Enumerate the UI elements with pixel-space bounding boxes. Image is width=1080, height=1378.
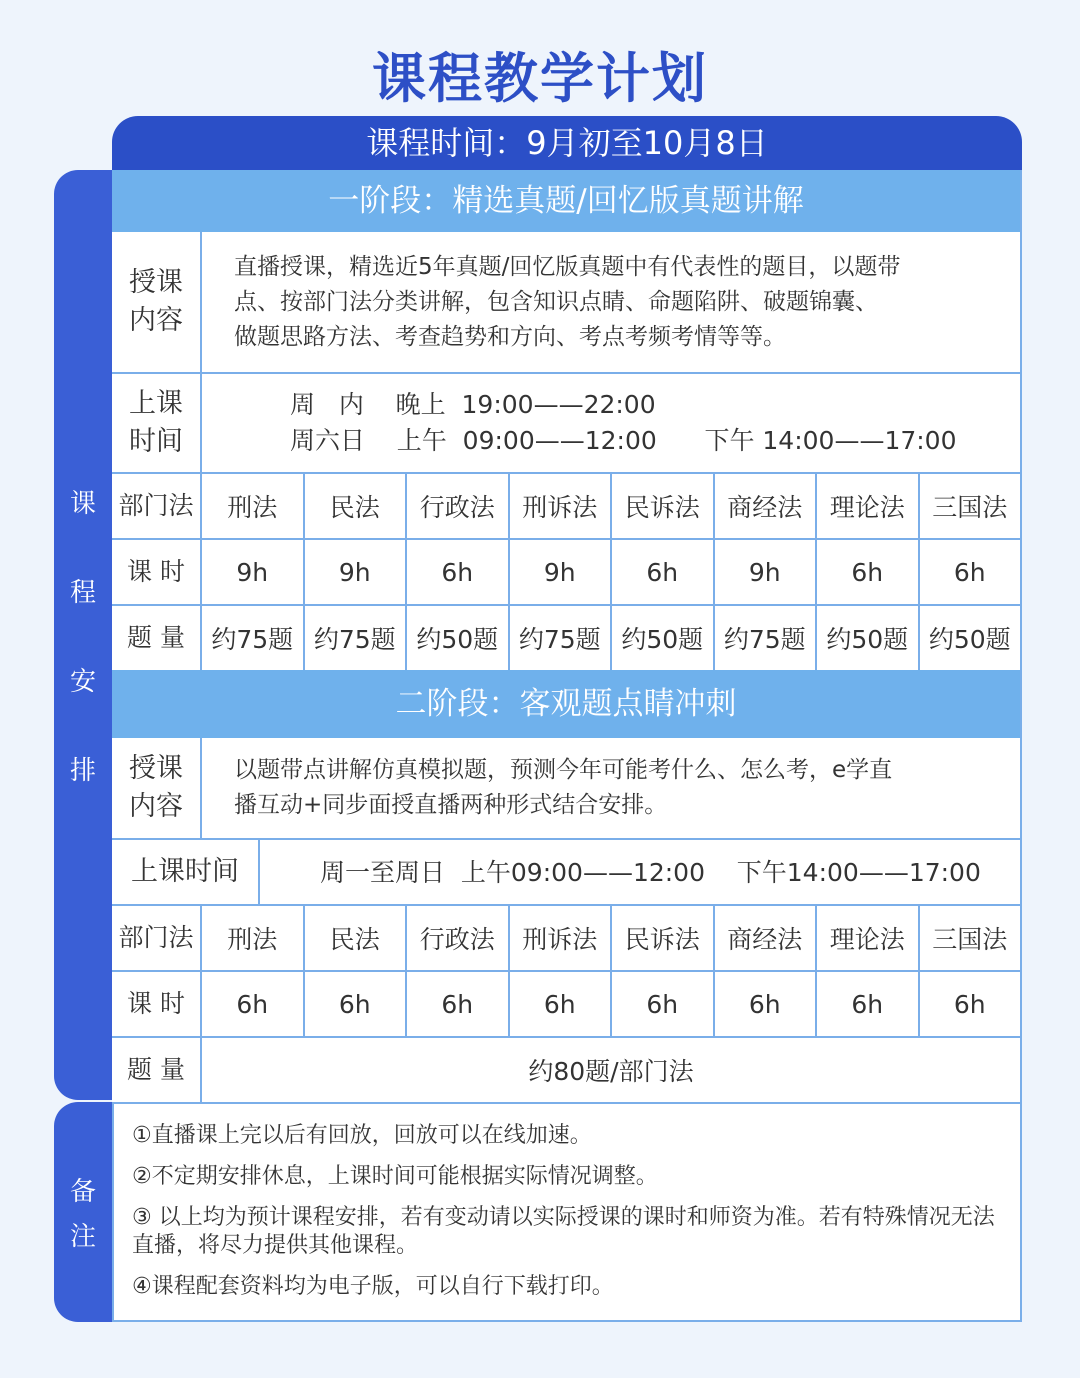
qty-cell: 约50题: [928, 625, 1011, 654]
qty-cell: 约75题: [510, 606, 613, 670]
stage2-qty-row: [112, 1038, 1020, 1104]
dept-cell: 理论法: [817, 474, 920, 538]
qty-label: 题 量: [112, 1038, 202, 1102]
stage2-time-row: [112, 840, 1020, 906]
dept-cell: 三国法: [932, 493, 1008, 522]
side-char: 课: [69, 489, 96, 519]
dept-cell: 刑诉法: [510, 474, 613, 538]
page-title: 课程教学计划: [372, 47, 708, 110]
dept-cell: 行政法: [407, 474, 510, 538]
side-char: 备: [69, 1177, 96, 1207]
hours-cell: 9h: [510, 540, 613, 604]
note-item: ②不定期安排休息，上课时间可能根据实际情况调整。: [132, 1164, 658, 1189]
stage1-time-label: 上课 时间: [112, 374, 202, 472]
dept-cell: 三国法: [932, 925, 1008, 954]
hours-cell: 6h: [953, 557, 986, 587]
qty-cell: 约50题: [612, 606, 715, 670]
qty-cell: 约75题: [305, 606, 408, 670]
note-item: ①直播课上完以后有回放，回放可以在线加速。: [132, 1123, 592, 1148]
hours-cell: 6h: [953, 989, 986, 1019]
dept-cell: 行政法: [407, 906, 510, 970]
stage2-content-row: [112, 738, 1020, 840]
dept-cell: 刑诉法: [510, 906, 613, 970]
hours-cell: 6h: [612, 540, 715, 604]
side-char: 程: [69, 578, 96, 608]
hours-cell: 6h: [817, 972, 920, 1036]
hours-label: 课 时: [112, 540, 202, 604]
stage1-content: 直播授课，精选近5年真题/回忆版真题中有代表性的题目，以题带 点、按部门法分类讲解，包含知识点睛、命题陷阱、破题锦囊、 做题思路方法、考查趋势和方向、考点考频考情等等。: [234, 253, 901, 350]
dept-cell: 商经法: [715, 906, 818, 970]
stage2-time: 周一至周日 上午09:00——12:00 下午14:00——17:00: [320, 857, 981, 887]
dept-cell: 民诉法: [612, 906, 715, 970]
hours-cell: 9h: [715, 540, 818, 604]
qty-cell: 约75题: [715, 606, 818, 670]
dept-cell: 商经法: [715, 474, 818, 538]
hours-cell: 6h: [715, 972, 818, 1036]
stage1-time: 周 内 晚上 19:00——22:00 周六日 上午 09:00——12:00 下午 14:00——17:00: [290, 390, 957, 455]
hours-cell: 6h: [510, 972, 613, 1036]
stage1-content-row: [112, 232, 1020, 374]
stage2-time-label: 上课时间: [112, 840, 260, 904]
hours-cell: 6h: [817, 540, 920, 604]
stage2-hours-row: [112, 972, 1020, 1038]
side-char: 排: [69, 756, 96, 786]
notes-side-label: [54, 1102, 112, 1322]
notes-box: [112, 1102, 1022, 1322]
note-item: ③ 以上均为预计课程安排，若有变动请以实际授课的课时和师资为准。若有特殊情况无法直播，将尽力提供其他课程。: [132, 1205, 995, 1258]
hours-cell: 9h: [305, 540, 408, 604]
qty-cell: 约50题: [817, 606, 920, 670]
schedule-table: [112, 170, 1022, 1104]
dept-label: 部门法: [112, 474, 202, 538]
stage2-heading: 二阶段：客观题点睛冲刺: [112, 670, 1020, 738]
qty-cell: 约80题/部门法: [528, 1057, 694, 1086]
hours-cell: 6h: [407, 972, 510, 1036]
hours-cell: 6h: [407, 540, 510, 604]
stage1-time-row: [112, 374, 1020, 474]
stage2-content-label: 授课 内容: [112, 738, 202, 838]
stage1-content-label: 授课 内容: [112, 232, 202, 372]
dept-cell: 民诉法: [612, 474, 715, 538]
stage2-content: 以题带点讲解仿真模拟题，预测今年可能考什么、怎么考，e学直 播互动+同步面授直播两种形式结合安排。: [234, 757, 893, 818]
dept-cell: 民法: [305, 474, 408, 538]
dept-cell: 理论法: [817, 906, 920, 970]
stage2-dept-row: [112, 906, 1020, 972]
dept-cell: 刑法: [202, 474, 305, 538]
dept-label: 部门法: [112, 906, 202, 970]
stage1-hours-row: [112, 540, 1020, 606]
hours-label: 课 时: [112, 972, 202, 1036]
qty-label: 题 量: [112, 606, 202, 670]
stage1-heading: 一阶段：精选真题/回忆版真题讲解: [112, 170, 1020, 232]
dept-cell: 民法: [305, 906, 408, 970]
schedule-side-label: [54, 170, 112, 1100]
side-char: 安: [69, 667, 96, 697]
hours-cell: 6h: [612, 972, 715, 1036]
note-item: ④课程配套资料均为电子版，可以自行下载打印。: [132, 1274, 614, 1299]
stage1-qty-row: [112, 606, 1020, 670]
hours-cell: 6h: [202, 972, 305, 1036]
stage1-dept-row: [112, 474, 1020, 540]
course-period-header: 课程时间：9月初至10月8日: [112, 116, 1022, 170]
qty-cell: 约50题: [407, 606, 510, 670]
hours-cell: 9h: [202, 540, 305, 604]
hours-cell: 6h: [305, 972, 408, 1036]
side-char: 注: [69, 1222, 96, 1252]
dept-cell: 刑法: [202, 906, 305, 970]
qty-cell: 约75题: [202, 606, 305, 670]
